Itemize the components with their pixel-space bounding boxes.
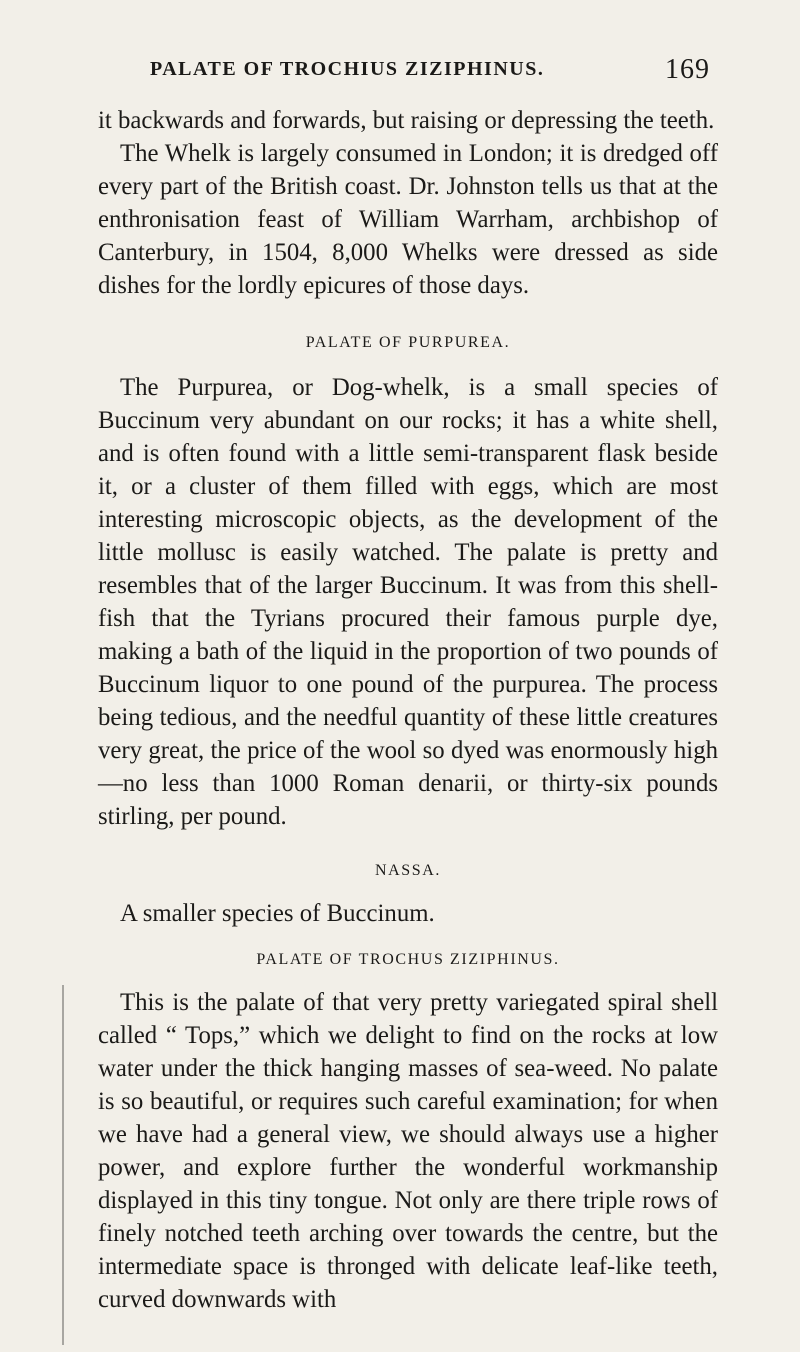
running-head: PALATE OF TROCHIUS ZIZIPHINUS. (150, 58, 545, 80)
paragraph-nassa: A smaller species of Buccinum. (120, 900, 435, 927)
page-edge-shadow (62, 985, 64, 1345)
heading-purpurea: PALATE OF PURPUREA. (305, 334, 511, 351)
paragraph-whelk: The Whelk is largely consumed in London; it is dredged off every part of the British coast. Dr. Johnston tells us that at the enthronisation feast of William Warrham, archbishop of Canterbury, in 1504, 8,000 Whelks were dressed as side dishes for the lordly epicures of those days. (98, 140, 718, 299)
heading-trochus: PALATE OF TROCHUS ZIZIPHINUS. (256, 951, 560, 968)
paragraph-continuation: it backwards and forwards, but raising or depressing the teeth. (98, 107, 715, 134)
paragraph-trochus: This is the palate of that very pretty variegated spiral shell called “ Tops,” which we delight to find on the rocks at low water under the thick hanging masses of sea-weed. No palate is so beautiful, or requires such careful examination; for when we have had a general view, we should always use a higher power, and explore further the wonderful workmanship displayed in this tiny tongue. Not only are there triple rows of finely notched teeth arching over towards the centre, but the intermediate space is thronged with delicate leaf-like teeth, curved downwards with (98, 989, 718, 1313)
page-number: 169 (665, 54, 710, 85)
paragraph-purpurea: The Purpurea, or Dog-whelk, is a small species of Buccinum very abundant on our rocks; it has a white shell, and is often found with a little semi-transparent flask beside it, or a cluster of them filled with eggs, which are most interesting microscopic objects, as the development of the little mollusc is easily watched. The palate is pretty and resembles that of the larger Buccinum. It was from this shell-fish that the Tyrians procured their famous purple dye, making a bath of the liquid in the proportion of two pounds of Buccinum liquor to one pound of the purpurea. The process being tedious, and the needful quantity of these little creatures very great, the price of the wool so dyed was enormously high—no less than 1000 Roman denarii, or thirty-six pounds stirling, per pound. (98, 374, 718, 830)
body-text (98, 104, 718, 1316)
page-header (150, 54, 710, 98)
heading-nassa: NASSA. (374, 862, 442, 879)
